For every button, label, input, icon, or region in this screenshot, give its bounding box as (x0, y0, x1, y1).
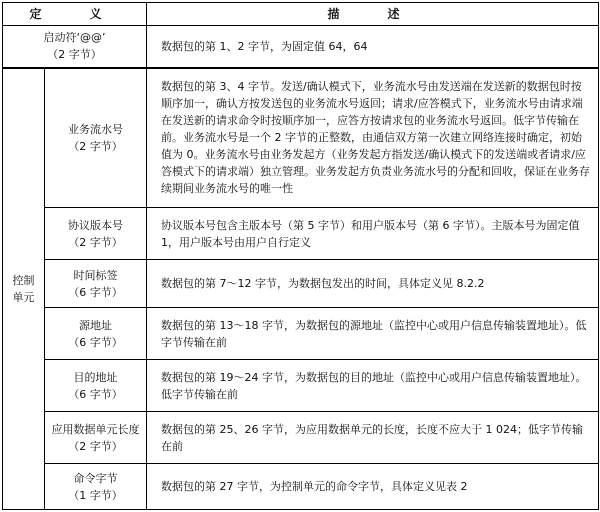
row-definition-cell (45, 68, 147, 208)
row-name: 源地址 (79, 318, 112, 332)
table-row (3, 412, 599, 464)
row-definition-cell (45, 360, 147, 412)
table-row (3, 308, 599, 360)
row-name: 协议版本号 (68, 218, 123, 232)
table-row (3, 260, 599, 308)
row-size: （1 字节） (68, 488, 123, 502)
row-description: 数据包的第 19～24 字节，为数据包的目的地址（监控中心或用户信息传输装置地址）。低字节传输在前 (147, 360, 599, 412)
row-definition-cell (45, 464, 147, 510)
row-definition-cell (45, 412, 147, 464)
start-name: 启动符‘@@’ (43, 31, 106, 45)
definition-table (2, 2, 599, 510)
row-description: 协议版本号包含主版本号（第 5 字节）和用户版本号（第 6 字节）。主版本号为固定值 1，用户版本号由用户自行定义 (147, 208, 599, 260)
group-label-line1: 控制 (12, 273, 35, 287)
table-row (3, 208, 599, 260)
row-size: （6 字节） (68, 335, 123, 349)
header-definition: 定 义 (3, 3, 147, 26)
row-definition-cell (45, 208, 147, 260)
table-row (3, 464, 599, 510)
row-name: 时间标签 (73, 268, 118, 282)
row-name: 目的地址 (73, 370, 118, 384)
row-size: （2 字节） (68, 439, 123, 453)
control-unit-group-label (3, 68, 45, 510)
row-definition-cell (45, 260, 147, 308)
header-description: 描 述 (147, 3, 599, 26)
row-description: 数据包的第 7～12 字节，为数据包发出的时间，具体定义见 8.2.2 (147, 260, 599, 308)
row-name: 命令字节 (73, 471, 118, 485)
row-size: （6 字节） (68, 285, 123, 299)
header-row (3, 3, 599, 26)
start-size: （2 字节） (47, 48, 102, 62)
table-row (3, 360, 599, 412)
row-description: 数据包的第 27 字节，为控制单元的命令字节，具体定义见表 2 (147, 464, 599, 510)
group-label-line2: 单元 (12, 290, 35, 304)
row-name: 应用数据单元长度 (51, 422, 140, 436)
row-size: （2 字节） (68, 139, 123, 153)
row-description: 数据包的第 3、4 字节。发送/确认模式下，业务流水号由发送端在发送新的数据包时按顺序加一，确认方按发送包的业务流水号返回；请求/应答模式下，业务流水号由请求端在发送新的请求命令时按顺序加一，应答方按请求包的业务流水号返回。低字节传输在前。业务流水号是一个 2 字节的正整数，由通信双方第一次建立网络连接时确定，初始值为 0。业务流水号由业务发起方（业务发起方指发送/确认模式下的发送端或者请求/应答模式下的请求端）独立管理。业务发起方负责业务流水号的分配和回收，保证在业务存续期间业务流水号的唯一性 (147, 68, 599, 208)
row-definition-cell (45, 308, 147, 360)
row-description: 数据包的第 13～18 字节，为数据包的源地址（监控中心或用户信息传输装置地址）。低字节传输在前 (147, 308, 599, 360)
row-description: 数据包的第 25、26 字节，为应用数据单元的长度，长度不应大于 1 024；低字节传输在前 (147, 412, 599, 464)
row-name: 业务流水号 (68, 122, 123, 136)
table-row (3, 68, 599, 208)
start-definition-cell (3, 26, 147, 68)
start-row (3, 26, 599, 68)
row-size: （2 字节） (68, 235, 123, 249)
row-size: （6 字节） (68, 387, 123, 401)
start-description: 数据包的第 1、2 字节，为固定值 64，64 (147, 26, 599, 68)
